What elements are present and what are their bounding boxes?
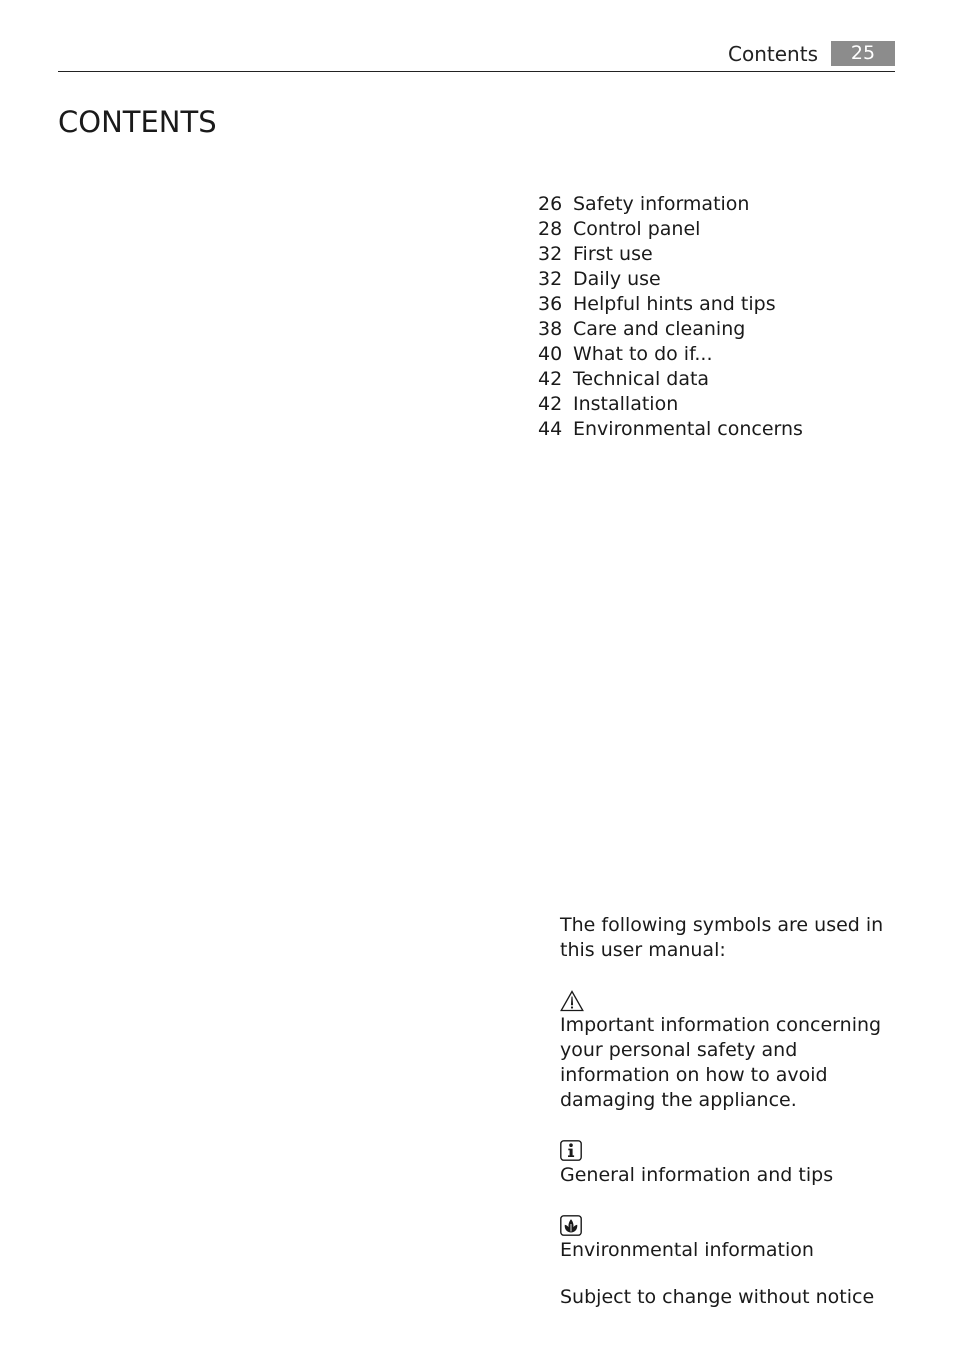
info-icon <box>560 1140 582 1162</box>
toc-page-number: 38 <box>538 318 563 340</box>
symbol-environment <box>560 1213 900 1263</box>
symbols-legend <box>560 913 900 1310</box>
toc-item[interactable] <box>538 342 803 367</box>
toc-label: Daily use <box>573 268 661 290</box>
toc-page-number: 40 <box>538 343 563 365</box>
toc-item[interactable] <box>538 317 803 342</box>
toc-item[interactable] <box>538 267 803 292</box>
toc-page-number: 36 <box>538 293 563 315</box>
toc-label: Care and cleaning <box>573 318 746 340</box>
toc-item[interactable] <box>538 192 803 217</box>
toc-label: Helpful hints and tips <box>573 293 776 315</box>
header-section-label: Contents <box>728 42 818 66</box>
environment-text: Environmental information <box>560 1239 814 1261</box>
toc-item[interactable] <box>538 217 803 242</box>
table-of-contents <box>538 192 803 442</box>
toc-label: First use <box>573 243 653 265</box>
toc-label: Installation <box>573 393 679 415</box>
toc-item[interactable] <box>538 292 803 317</box>
symbol-warning <box>560 988 900 1113</box>
info-text: General information and tips <box>560 1164 834 1186</box>
header-rule <box>58 71 895 72</box>
toc-page-number: 32 <box>538 243 563 265</box>
toc-item[interactable] <box>538 242 803 267</box>
change-notice: Subject to change without notice <box>560 1286 875 1308</box>
toc-item[interactable] <box>538 392 803 417</box>
page-title: CONTENTS <box>58 105 217 139</box>
toc-page-number: 26 <box>538 193 563 215</box>
environment-icon <box>560 1215 582 1237</box>
toc-item[interactable] <box>538 367 803 392</box>
toc-label: Safety information <box>573 193 750 215</box>
toc-page-number: 32 <box>538 268 563 290</box>
toc-item[interactable] <box>538 417 803 442</box>
warning-text: Important information concerning your personal safety and information on how to avoid damaging the appliance. <box>560 1014 882 1111</box>
toc-page-number: 44 <box>538 418 563 440</box>
toc-page-number: 28 <box>538 218 563 240</box>
toc-label: Control panel <box>573 218 701 240</box>
toc-page-number: 42 <box>538 368 563 390</box>
warning-triangle-icon <box>560 990 582 1012</box>
toc-label: Environmental concerns <box>573 418 803 440</box>
toc-label: What to do if... <box>573 343 713 365</box>
symbol-info <box>560 1138 900 1188</box>
symbols-intro: The following symbols are used in this user manual: <box>560 914 884 961</box>
page-number: 25 <box>831 41 895 66</box>
toc-page-number: 42 <box>538 393 563 415</box>
toc-label: Technical data <box>573 368 710 390</box>
